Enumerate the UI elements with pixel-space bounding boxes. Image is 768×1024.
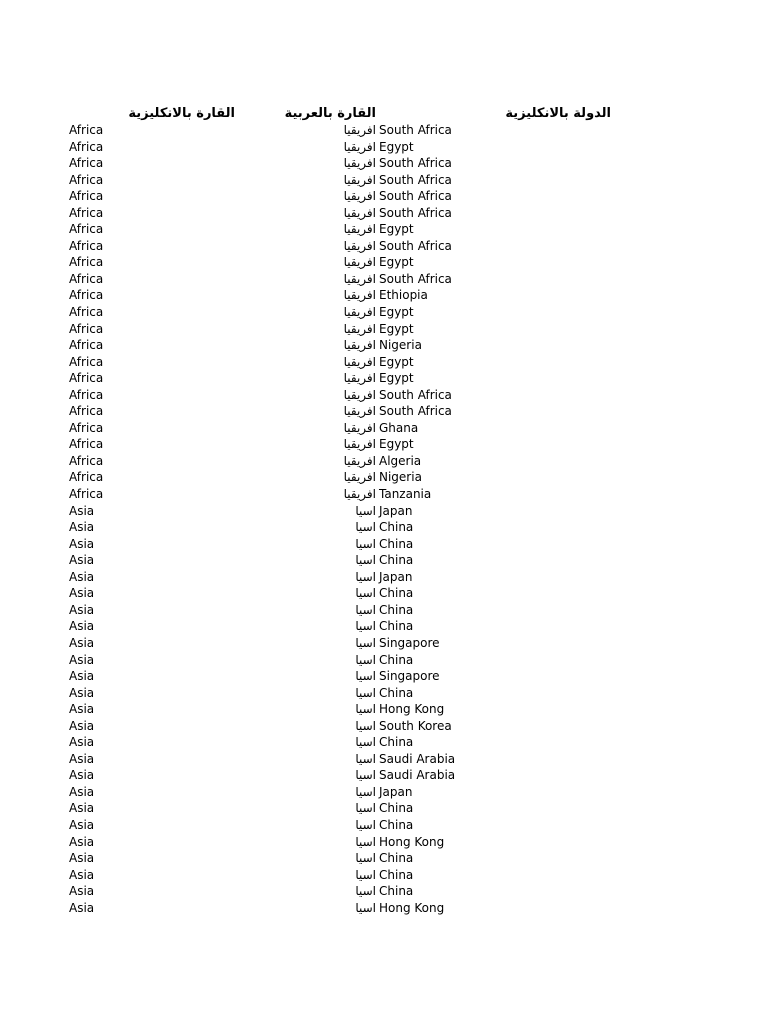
cell-continent-arabic: افريقيا <box>343 305 376 320</box>
cell-country: China <box>379 851 414 866</box>
cell-continent-english: Asia <box>69 702 95 717</box>
cell-continent-english: Africa <box>69 139 104 154</box>
cell-continent-english: Africa <box>69 238 104 253</box>
cell-continent-english: Africa <box>69 156 104 171</box>
cell-country: China <box>379 685 414 700</box>
table-row <box>0 618 768 635</box>
table-row <box>0 188 768 205</box>
cell-continent-arabic: اسيا <box>355 735 376 750</box>
table-row <box>0 701 768 718</box>
cell-continent-arabic: اسيا <box>355 884 376 899</box>
table-row <box>0 469 768 486</box>
cell-continent-arabic: افريقيا <box>343 139 376 154</box>
table-row <box>0 569 768 586</box>
cell-country: Ghana <box>379 420 419 435</box>
header-country-english: الدولة بالانكليزية <box>505 106 611 121</box>
table-row <box>0 635 768 652</box>
cell-continent-arabic: اسيا <box>355 801 376 816</box>
cell-continent-english: Asia <box>69 619 95 634</box>
table-row <box>0 172 768 189</box>
cell-country: China <box>379 817 414 832</box>
cell-continent-english: Asia <box>69 569 95 584</box>
cell-country: Egypt <box>379 437 414 452</box>
table-row <box>0 205 768 222</box>
cell-continent-arabic: افريقيا <box>343 404 376 419</box>
table-row <box>0 139 768 156</box>
table-row <box>0 850 768 867</box>
cell-country: South Africa <box>379 271 452 286</box>
cell-country: Hong Kong <box>379 702 445 717</box>
table-row <box>0 552 768 569</box>
cell-country: Nigeria <box>379 338 422 353</box>
cell-continent-english: Asia <box>69 652 95 667</box>
data-table <box>0 122 768 916</box>
cell-continent-arabic: افريقيا <box>343 222 376 237</box>
cell-continent-arabic: اسيا <box>355 586 376 601</box>
cell-continent-english: Asia <box>69 768 95 783</box>
table-row <box>0 254 768 271</box>
table-row <box>0 403 768 420</box>
cell-continent-english: Africa <box>69 271 104 286</box>
cell-country: Egypt <box>379 305 414 320</box>
table-row <box>0 751 768 768</box>
cell-country: South Africa <box>379 238 452 253</box>
cell-country: South Africa <box>379 156 452 171</box>
cell-country: South Africa <box>379 123 452 137</box>
table-row <box>0 519 768 536</box>
cell-continent-english: Africa <box>69 470 104 485</box>
cell-continent-english: Asia <box>69 801 95 816</box>
table-row <box>0 718 768 735</box>
cell-continent-arabic: افريقيا <box>343 321 376 336</box>
cell-country: Saudi Arabia <box>379 768 456 783</box>
cell-continent-arabic: اسيا <box>355 817 376 832</box>
table-row <box>0 155 768 172</box>
cell-continent-english: Africa <box>69 387 104 402</box>
cell-continent-arabic: اسيا <box>355 784 376 799</box>
header-continent-english: القارة بالانكليزية <box>128 106 235 121</box>
cell-continent-english: Asia <box>69 867 95 882</box>
table-row <box>0 867 768 884</box>
cell-continent-arabic: اسيا <box>355 569 376 584</box>
cell-country: Algeria <box>379 453 422 468</box>
cell-country: Ethiopia <box>379 288 428 303</box>
cell-country: Japan <box>379 503 413 518</box>
cell-country: China <box>379 553 414 568</box>
cell-continent-arabic: افريقيا <box>343 271 376 286</box>
cell-continent-english: Africa <box>69 172 104 187</box>
table-row <box>0 453 768 470</box>
cell-continent-arabic: افريقيا <box>343 354 376 369</box>
table-row <box>0 436 768 453</box>
cell-continent-arabic: افريقيا <box>343 189 376 204</box>
table-row <box>0 387 768 404</box>
table-row <box>0 883 768 900</box>
table-row <box>0 800 768 817</box>
cell-continent-arabic: افريقيا <box>343 453 376 468</box>
cell-continent-arabic: افريقيا <box>343 255 376 270</box>
cell-continent-english: Asia <box>69 784 95 799</box>
cell-country: Hong Kong <box>379 834 445 849</box>
cell-continent-english: Asia <box>69 602 95 617</box>
table-row <box>0 734 768 751</box>
cell-continent-english: Africa <box>69 404 104 419</box>
cell-continent-arabic: اسيا <box>355 602 376 617</box>
cell-continent-arabic: افريقيا <box>343 371 376 386</box>
cell-continent-english: Africa <box>69 354 104 369</box>
cell-continent-arabic: اسيا <box>355 553 376 568</box>
cell-continent-arabic: اسيا <box>355 900 376 915</box>
cell-country: Egypt <box>379 255 414 270</box>
cell-continent-english: Africa <box>69 338 104 353</box>
cell-country: South Korea <box>379 718 452 733</box>
cell-country: China <box>379 536 414 551</box>
cell-country: China <box>379 735 414 750</box>
cell-continent-english: Asia <box>69 851 95 866</box>
cell-continent-english: Asia <box>69 834 95 849</box>
table-row <box>0 271 768 288</box>
cell-country: Egypt <box>379 371 414 386</box>
cell-continent-arabic: اسيا <box>355 536 376 551</box>
cell-country: South Africa <box>379 172 452 187</box>
cell-country: Egypt <box>379 354 414 369</box>
cell-continent-english: Asia <box>69 536 95 551</box>
table-row <box>0 122 768 139</box>
cell-continent-english: Asia <box>69 635 95 650</box>
table-row <box>0 585 768 602</box>
cell-continent-english: Asia <box>69 669 95 684</box>
cell-continent-english: Asia <box>69 553 95 568</box>
cell-continent-english: Asia <box>69 751 95 766</box>
table-row <box>0 652 768 669</box>
cell-country: Saudi Arabia <box>379 751 456 766</box>
cell-continent-arabic: اسيا <box>355 619 376 634</box>
table-row <box>0 420 768 437</box>
table-row <box>0 321 768 338</box>
cell-country: South Africa <box>379 404 452 419</box>
table-row <box>0 767 768 784</box>
cell-continent-english: Africa <box>69 189 104 204</box>
cell-continent-english: Africa <box>69 437 104 452</box>
cell-continent-english: Africa <box>69 255 104 270</box>
table-row <box>0 900 768 917</box>
cell-continent-english: Africa <box>69 487 104 502</box>
cell-country: South Africa <box>379 205 452 220</box>
cell-country: Singapore <box>379 635 440 650</box>
cell-country: Egypt <box>379 139 414 154</box>
cell-country: Nigeria <box>379 470 422 485</box>
cell-continent-arabic: افريقيا <box>343 238 376 253</box>
cell-continent-arabic: اسيا <box>355 718 376 733</box>
cell-country: China <box>379 619 414 634</box>
cell-continent-arabic: افريقيا <box>343 437 376 452</box>
table-row <box>0 834 768 851</box>
cell-country: Egypt <box>379 222 414 237</box>
cell-continent-arabic: اسيا <box>355 702 376 717</box>
cell-continent-arabic: افريقيا <box>343 172 376 187</box>
cell-continent-english: Asia <box>69 817 95 832</box>
cell-continent-english: Africa <box>69 371 104 386</box>
cell-country: South Africa <box>379 387 452 402</box>
cell-country: China <box>379 884 414 899</box>
table-row <box>0 784 768 801</box>
cell-continent-arabic: افريقيا <box>343 156 376 171</box>
table-row <box>0 354 768 371</box>
cell-continent-arabic: افريقيا <box>343 288 376 303</box>
cell-country: China <box>379 801 414 816</box>
cell-continent-arabic: اسيا <box>355 635 376 650</box>
table-row <box>0 238 768 255</box>
cell-continent-arabic: افريقيا <box>343 420 376 435</box>
table-row <box>0 337 768 354</box>
cell-continent-english: Africa <box>69 205 104 220</box>
cell-continent-arabic: اسيا <box>355 669 376 684</box>
cell-continent-arabic: اسيا <box>355 768 376 783</box>
cell-continent-english: Asia <box>69 900 95 915</box>
table-row <box>0 370 768 387</box>
cell-country: Hong Kong <box>379 900 445 915</box>
cell-continent-arabic: افريقيا <box>343 470 376 485</box>
cell-continent-arabic: اسيا <box>355 652 376 667</box>
table-row <box>0 503 768 520</box>
cell-country: Japan <box>379 569 413 584</box>
header-continent-arabic: القارة بالعربية <box>284 106 376 121</box>
cell-country: Singapore <box>379 669 440 684</box>
table-row <box>0 536 768 553</box>
cell-continent-arabic: افريقيا <box>343 338 376 353</box>
cell-continent-english: Africa <box>69 453 104 468</box>
cell-country: China <box>379 520 414 535</box>
table-row <box>0 817 768 834</box>
cell-continent-english: Africa <box>69 222 104 237</box>
cell-continent-arabic: اسيا <box>355 751 376 766</box>
table-row <box>0 668 768 685</box>
table-row <box>0 602 768 619</box>
cell-continent-english: Asia <box>69 735 95 750</box>
cell-country: China <box>379 602 414 617</box>
cell-continent-english: Asia <box>69 503 95 518</box>
cell-continent-english: Asia <box>69 520 95 535</box>
cell-continent-english: Africa <box>69 420 104 435</box>
table-row <box>0 486 768 503</box>
cell-continent-arabic: اسيا <box>355 503 376 518</box>
cell-continent-english: Africa <box>69 305 104 320</box>
cell-country: China <box>379 652 414 667</box>
cell-continent-arabic: اسيا <box>355 851 376 866</box>
cell-continent-arabic: افريقيا <box>343 387 376 402</box>
table-row <box>0 287 768 304</box>
cell-continent-english: Africa <box>69 288 104 303</box>
cell-country: China <box>379 867 414 882</box>
cell-continent-english: Africa <box>69 123 104 137</box>
cell-continent-arabic: اسيا <box>355 685 376 700</box>
cell-country: Japan <box>379 784 413 799</box>
cell-continent-arabic: افريقيا <box>343 205 376 220</box>
cell-country: China <box>379 586 414 601</box>
cell-continent-english: Asia <box>69 884 95 899</box>
cell-continent-arabic: افريقيا <box>343 123 376 137</box>
cell-continent-english: Asia <box>69 685 95 700</box>
table-row <box>0 221 768 238</box>
cell-continent-english: Asia <box>69 718 95 733</box>
cell-continent-arabic: اسيا <box>355 867 376 882</box>
cell-country: Egypt <box>379 321 414 336</box>
cell-continent-english: Asia <box>69 586 95 601</box>
table-row <box>0 685 768 702</box>
cell-country: Tanzania <box>379 487 432 502</box>
cell-country: South Africa <box>379 189 452 204</box>
cell-continent-arabic: اسيا <box>355 834 376 849</box>
table-row <box>0 304 768 321</box>
cell-continent-arabic: افريقيا <box>343 487 376 502</box>
cell-continent-english: Africa <box>69 321 104 336</box>
cell-continent-arabic: اسيا <box>355 520 376 535</box>
